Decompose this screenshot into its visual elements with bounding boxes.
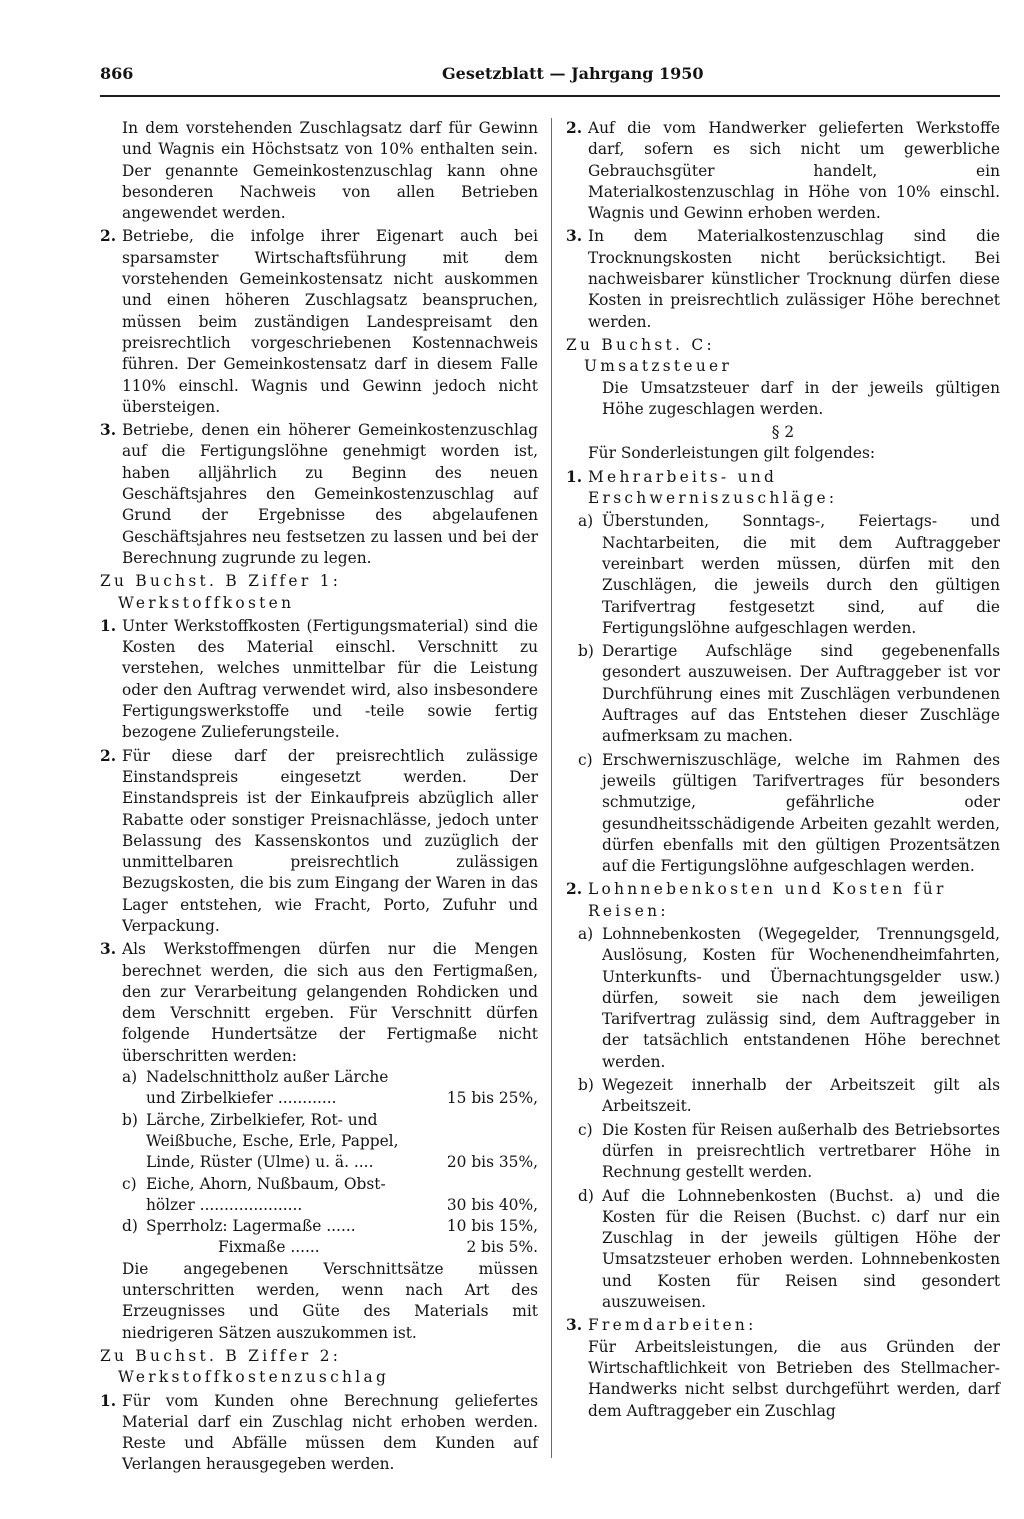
rate-value: 20 bis 35%,: [446, 1153, 538, 1172]
rate-value: 2 bis 5%.: [466, 1238, 538, 1257]
item-text: Die angegebenen Verschnittsätze müssen unterschritten werden, wenn nach Art des Erzeugnisses und Güte des Materials mit niedrigeren Sätzen auszukommen ist.: [122, 1259, 538, 1342]
sub-text: Überstunden, Sonntags-, Feiertags- und Nachtarbeiten, die mit dem Auftraggeber vereinbart werden müssen, dürfen mit den Zuschlägen, die jeweils durch den gültigen Tarifvertrag festgesetzt sind, auf die Fertigungslöhne aufgeschlagen werden.: [602, 512, 1000, 637]
item-text: Betriebe, denen ein höherer Gemeinkostenzuschlag auf die Fertigungslöhne genehmigt worden ist, haben alljährlich zu Beginn des neuen Geschäftsjahres den Gemeinkostenzuschlag auf Grund der Ergebnisse des abgelaufenen Geschäftsjahres neu festsetzen zu lassen und bei der Berechnung zugrunde zu legen.: [122, 421, 538, 567]
list-item: [566, 467, 1000, 510]
sub-label: a): [122, 1068, 138, 1087]
sub-label: c): [578, 750, 593, 769]
sub-line: Linde, Rüster (Ulme) u. ä. ....: [146, 1153, 374, 1172]
list-item: [100, 616, 538, 744]
paragraph: Die Umsatzsteuer darf in der jeweils gültigen Höhe zugeschlagen werden.: [602, 378, 1000, 418]
sub-text: Die Kosten für Reisen außerhalb des Betriebsortes dürfen in preisrechtlich vertretbarer Höhe in Rechnung gestellt werden.: [602, 1120, 1000, 1182]
item-number: 2.: [100, 227, 117, 246]
section-subheading: Werkstoffkosten: [118, 593, 295, 612]
item-title: Fremdarbeiten:: [588, 1316, 757, 1335]
section-mark: § 2: [771, 423, 795, 442]
item-text: Für diese darf der preisrechtlich zulässige Einstandspreis eingesetzt werden. Der Einstandspreis ist der Einkaufpreis abzüglich aller Rabatte oder sonstiger Preisnachlässe, jedoch unter Belassung des Kassenskontos und zuzüglich der unmittelbaren preisrechtlich zulässigen Bezugskosten, die bis zum Eingang der Waren in das Lager entstehen, wie Fracht, Porto, Zufuhr und Verpackung.: [122, 746, 538, 935]
item-number: 3.: [100, 940, 117, 959]
sub-label: d): [122, 1217, 138, 1236]
sub-line: Eiche, Ahorn, Nußbaum, Obst-: [146, 1174, 386, 1193]
section-subheading: Umsatzsteuer: [584, 357, 733, 376]
list-item: [100, 939, 538, 1344]
sub-line: Sperrholz: Lagermaße ......: [146, 1217, 356, 1236]
section-intro: Für Sonderleistungen gilt folgendes:: [588, 444, 876, 463]
item-text: Für Arbeitsleistungen, die aus Gründen der Wirtschaftlichkeit von Betrieben des Stellmacher-Handwerks nicht selbst durchgeführt werden, darf dem Auftraggeber ein Zuschlag: [588, 1337, 1000, 1420]
sub-line: und Zirbelkiefer ............: [146, 1089, 337, 1108]
waste-rate-c: [122, 1174, 538, 1217]
sub-text: Auf die Lohnnebenkosten (Buchst. a) und die Kosten für die Reisen (Buchst. c) darf nur ein Zuschlag in der jeweils gültigen Höhe der Umsatzsteuer erhoben werden. Lohnnebenkosten und Kosten für Reisen sind gesondert auszuweisen.: [602, 1186, 1000, 1312]
item-number: 1.: [100, 1391, 117, 1410]
item-text: Als Werkstoffmengen dürfen nur die Mengen berechnet werden, die sich aus den Fertigmaßen, den zur Verarbeitung gelangenden Rohdicken und dem Verschnitt ergeben. Für Verschnitt dürfen folgende Hundertsätze der Fertigmaße nicht überschritten werden:: [122, 940, 538, 1065]
sub-line: hölzer .....................: [146, 1195, 303, 1214]
sub-text: Derartige Aufschläge sind gegebenenfalls gesondert auszuweisen. Der Auftraggeber ist vor Durchführung eines mit Zuschlägen verbundenen Auftrages auf das Entstehen dieser Zuschläge aufmerksam zu machen.: [602, 642, 1000, 746]
list-item: [566, 1315, 1000, 1421]
sub-line: Nadelschnittholz außer Lärche: [146, 1068, 389, 1087]
waste-rate-d: [122, 1216, 538, 1259]
sub-text: Lohnnebenkosten (Wegegelder, Trennungsgeld, Auslösung, Kosten für Wochenendheimfahrten, Unterkunfts- und Übernachtungsgelder usw.) dürfen, soweit sie nach dem jeweiligen Tarifvertrag zulässig sind, dem Auftraggeber in der tatsächlich entstandenen Höhe berechnet werden.: [602, 924, 1000, 1071]
section-heading: Zu Buchst. B Ziffer 2:: [100, 1346, 342, 1365]
list-item: [566, 879, 1000, 922]
column-divider: [551, 118, 552, 1458]
item-text: Betriebe, die infolge ihrer Eigenart auch bei sparsamster Wirtschaftsführung mit dem vorstehenden Gemeinkostensatz nicht auskommen und einen höheren Zuschlagsatz beanspruchen, müssen beim zuständigen Landespreisamt den preisrechtlich vorgeschriebenen Kostennachweis führen. Der Gemeinkostensatz darf in diesem Falle 110% einschl. Wagnis und Gewinn jedoch nicht übersteigen.: [122, 227, 538, 416]
running-title: Gesetzblatt — Jahrgang 1950: [442, 64, 704, 83]
sub-label: d): [578, 1186, 594, 1205]
sub-item: [566, 1075, 1000, 1118]
item-text: Für vom Kunden ohne Berechnung geliefertes Material darf ein Zuschlag nicht erhoben werden. Reste und Abfälle müssen dem Kunden auf Verlangen herausgegeben werden.: [122, 1391, 538, 1474]
item-text: Unter Werkstoffkosten (Fertigungsmaterial) sind die Kosten des Material einschl. Verschnitt zu verstehen, welches unmittelbar für die Leistung oder den Auftrag verwendet wird, also insbesondere Fertigungswerkstoffe und -teile sowie fertig bezogene Zulieferungsteile.: [122, 616, 538, 742]
sub-label: a): [578, 512, 594, 531]
sub-label: c): [122, 1174, 137, 1193]
sub-label: b): [578, 1076, 594, 1095]
list-item: [566, 226, 1000, 332]
item-number: 3.: [100, 421, 117, 440]
item-text: Auf die vom Handwerker gelieferten Werkstoffe darf, sofern es sich nicht um gewerbliche Gebrauchsgüter handelt, ein Materialkostenzuschlag in Höhe von 10% einschl. Wagnis und Gewinn erhoben werden.: [588, 119, 1000, 223]
section-subheading: Werkstoffkostenzuschlag: [118, 1368, 390, 1387]
item-number: 2.: [566, 880, 583, 899]
list-item: [100, 1391, 538, 1476]
list-item: [566, 118, 1000, 224]
sub-label: b): [122, 1110, 138, 1129]
item-number: 3.: [566, 1316, 583, 1335]
item-number: 1.: [566, 467, 583, 486]
sub-label: b): [578, 642, 594, 661]
sub-item: [566, 641, 1000, 747]
list-item: [100, 226, 538, 418]
sub-item: [566, 750, 1000, 878]
right-column: [566, 118, 1000, 1422]
list-item: [100, 420, 538, 569]
page-header: [100, 59, 1000, 97]
sub-text: Erschwerniszuschläge, welche im Rahmen des jeweils gültigen Tarifvertrages für besonders schmutzige, gefährliche oder gesundheitsschädigende Arbeiten gezahlt werden, dürfen ebenfalls mit den gültigen Prozentsätzen auf die Fertigungslöhne aufgeschlagen werden.: [602, 750, 1000, 876]
section-heading: Zu Buchst. B Ziffer 1:: [100, 572, 342, 591]
rate-value: 30 bis 40%,: [446, 1195, 538, 1214]
waste-rate-a: [122, 1067, 538, 1110]
sub-label: a): [578, 924, 594, 943]
sub-line: Fixmaße ......: [218, 1238, 320, 1257]
item-number: 2.: [566, 119, 583, 137]
list-item: [100, 746, 538, 938]
sub-item: [566, 511, 1000, 639]
item-number: 3.: [566, 227, 583, 246]
sub-label: c): [578, 1120, 593, 1139]
waste-rate-b: [122, 1110, 538, 1174]
section-heading: Zu Buchst. C:: [566, 335, 715, 354]
item-text: In dem Materialkostenzuschlag sind die Trocknungskosten nicht berücksichtigt. Bei nachweisbarer künstlicher Trocknung dürfen diese Kosten in preisrechtlich zulässiger Höhe berechnet werden.: [588, 227, 1000, 331]
page-number: 866: [100, 64, 134, 83]
sub-item: [566, 1120, 1000, 1184]
intro-paragraph: In dem vorstehenden Zuschlagsatz darf für Gewinn und Wagnis ein Höchstsatz von 10% enthalten sein. Der genannte Gemeinkostenzuschlag kann ohne besonderen Nachweis von allen Betrieben angewendet werden.: [122, 119, 538, 223]
sub-text: Wegezeit innerhalb der Arbeitszeit gilt als Arbeitszeit.: [602, 1076, 1000, 1116]
sub-line: Weißbuche, Esche, Erle, Pappel,: [146, 1131, 399, 1150]
item-number: 1.: [100, 616, 117, 635]
item-title: Mehrarbeits- und Erschwerniszuschläge:: [588, 467, 838, 508]
sub-item: [566, 1186, 1000, 1314]
sub-item: [566, 924, 1000, 1073]
item-title: Lohnnebenkosten und Kosten für Reisen:: [588, 880, 947, 920]
sub-line: Lärche, Zirbelkiefer, Rot- und: [146, 1110, 378, 1129]
left-column: [100, 118, 538, 1476]
rate-value: 15 bis 25%,: [446, 1089, 538, 1108]
rate-value: 10 bis 15%,: [446, 1217, 538, 1236]
item-number: 2.: [100, 746, 117, 765]
